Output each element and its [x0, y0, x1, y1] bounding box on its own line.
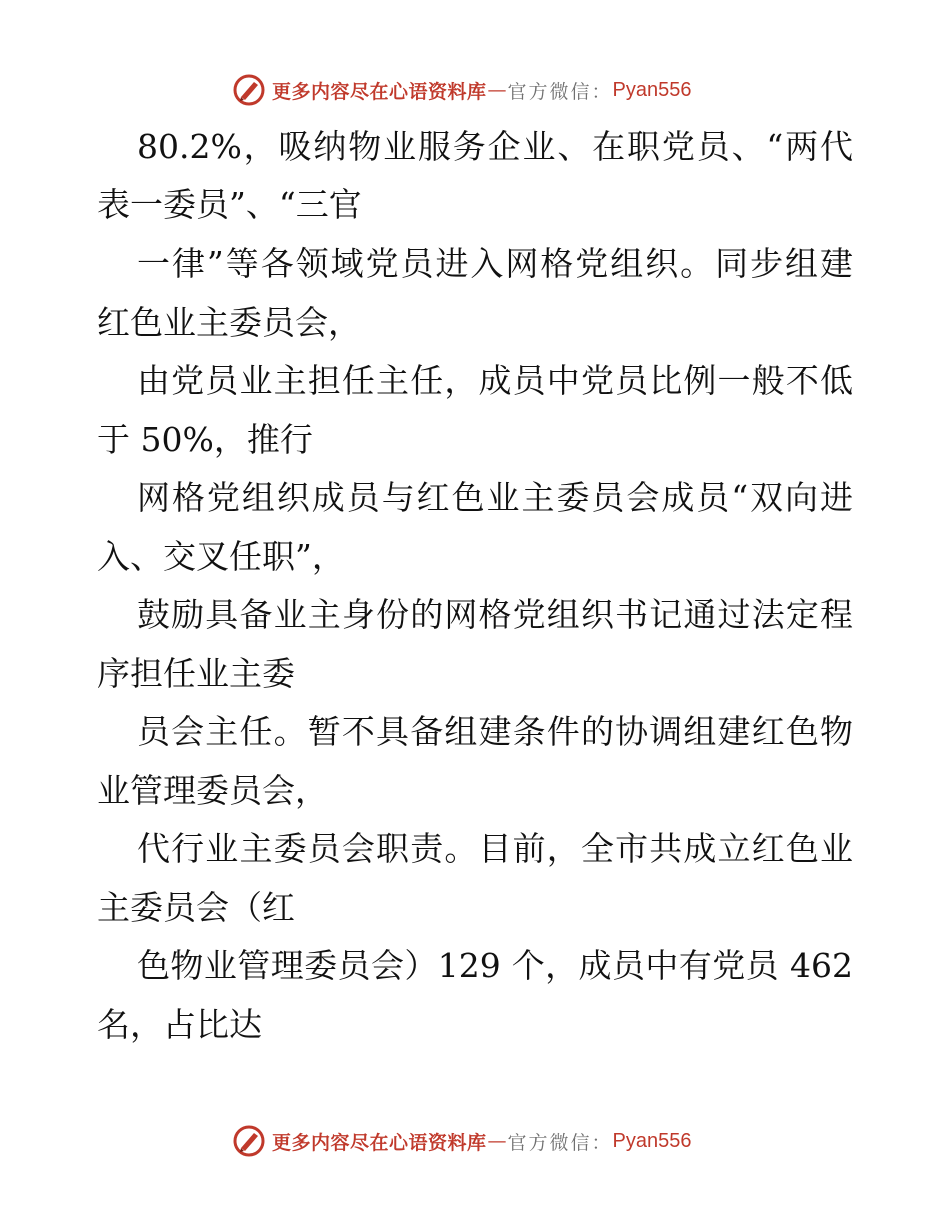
body-line-1: 80.2%，吸纳物业服务企业、在职党员、“两代	[137, 127, 853, 166]
pen-logo-icon	[232, 73, 266, 107]
body-line-13: 代行业主委员会职责。目前，全市共成立红色业	[137, 829, 853, 868]
banner-dash: —	[487, 79, 507, 101]
banner-library-text: 更多内容尽在心语资料库	[272, 1131, 487, 1154]
body-line-3: 一律”等各领域党员进入网格党组织。同步组建	[137, 244, 853, 283]
body-line-7: 网格党组织成员与红色业主委员会成员“双向进	[137, 478, 853, 517]
header-banner	[232, 73, 692, 107]
body-line-4: 红色业主委员会，	[97, 303, 361, 342]
footer-banner	[232, 1124, 692, 1158]
banner-wechat-id: Pyan556	[612, 1129, 692, 1152]
banner-library-text: 更多内容尽在心语资料库	[272, 80, 487, 103]
body-line-12: 业管理委员会，	[97, 771, 328, 810]
body-line-9: 鼓励具备业主身份的网格党组织书记通过法定程	[137, 595, 853, 634]
body-line-11: 员会主任。暂不具备组建条件的协调组建红色物	[137, 712, 853, 751]
banner-wechat-label: 官方微信：	[507, 80, 613, 103]
body-line-14: 主委员会（红	[97, 888, 295, 927]
body-line-10: 序担任业主委	[97, 654, 295, 693]
body-line-5: 由党员业主担任主任，成员中党员比例一般不低	[137, 361, 853, 400]
banner-dash: —	[487, 1130, 507, 1152]
body-line-8: 入、交叉任职”，	[97, 537, 345, 576]
pen-logo-icon	[232, 1124, 266, 1158]
body-line-16: 名，占比达	[97, 1005, 262, 1044]
banner-wechat-id: Pyan556	[612, 78, 692, 101]
banner-wechat-label: 官方微信：	[507, 1131, 613, 1154]
body-line-15: 色物业管理委员会）129 个，成员中有党员 462	[137, 946, 853, 985]
body-line-2: 表一委员”、“三官	[97, 185, 362, 224]
body-line-6: 于 50%，推行	[97, 420, 313, 459]
